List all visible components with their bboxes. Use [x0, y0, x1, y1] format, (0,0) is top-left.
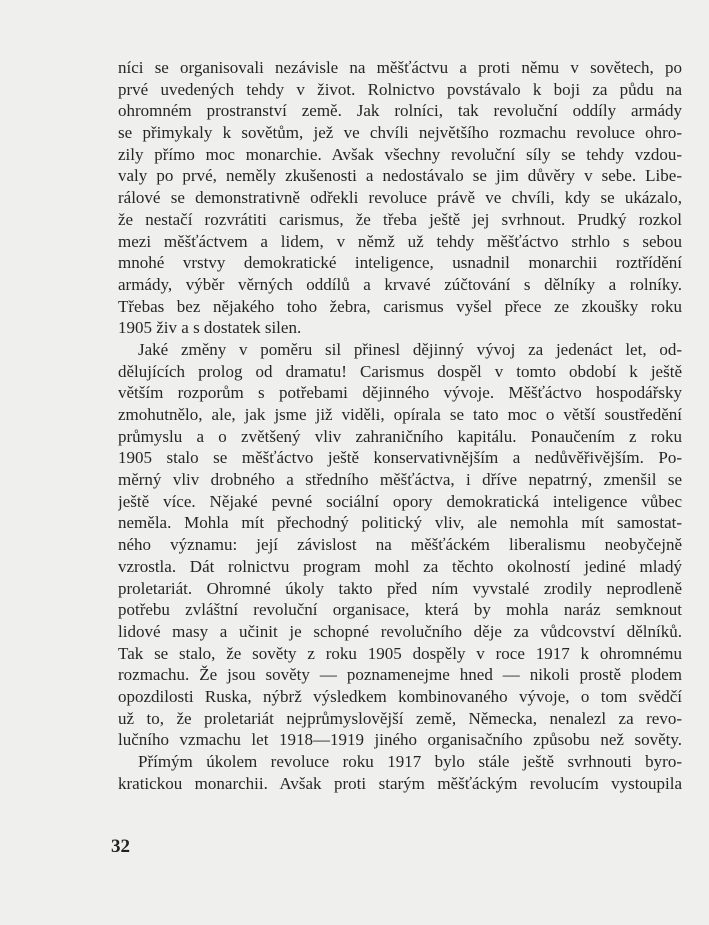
text-line: proletariát. Ohromné úkoly takto před ním vyvstalé zrodily neprodleně	[118, 578, 682, 598]
text-line: mnohé vrstvy demokratické inteligence, usnadnil monarchii roztřídění	[118, 253, 682, 273]
text-line: průmyslu a o zvětšený vliv zahraničního kapitálu. Ponaučením z roku	[118, 426, 682, 446]
text-line: prvé uvedených tehdy v život. Rolnictvo povstávalo k boji za půdu na	[118, 79, 682, 99]
text-line: se přimykaly k sovětům, jež ve chvíli největšího rozmachu revoluce ohro-	[118, 123, 682, 143]
body-text	[118, 57, 682, 794]
text-line: ještě více. Nějaké pevné sociální opory demokratická inteligence vůbec	[118, 491, 682, 511]
text-line: níci se organisovali nezávisle na měšťáctvu a proti němu v sovětech, po	[118, 58, 682, 77]
text-line: rálové se demonstrativně odřekli revoluce právě ve chvíli, kdy se ukázalo,	[118, 188, 682, 208]
text-line: že nestačí rozvrátiti carismus, že třeba ještě jej svrhnout. Prudký rozkol	[118, 209, 682, 229]
text-line: Jaké změny v poměru sil přinesl dějinný vývoj za jedenáct let, od-	[138, 339, 682, 359]
text-line: 1905 živ a s dostatek silen.	[118, 318, 302, 338]
text-line: 1905 stalo se měšťáctvo ještě konservativnějším a nedůvěřivějším. Po-	[118, 448, 682, 468]
text-line: zmohutnělo, ale, jak jsme již viděli, opírala se tato moc o větší soustředění	[118, 405, 682, 424]
text-line: ohromném prostranství země. Jak rolníci, tak revoluční oddíly armády	[118, 101, 682, 121]
text-line: valy po prvé, neměly zkušenosti a nedostávalo se jim důvěry v sebe. Libe-	[118, 166, 682, 186]
text-line: opozdilosti Ruska, nýbrž výsledkem kombinovaného vývoje, o tom svědčí	[118, 686, 682, 706]
text-line: ného významu: její závislost na měšťáckém liberalismu neobyčejně	[118, 535, 682, 555]
text-line: větším rozporům s potřebami dějinného vývoje. Měšťáctvo hospodářsky	[118, 383, 682, 403]
text-line: měrný vliv drobného a středního měšťáctva, i dříve nepatrný, zmenšil se	[118, 470, 682, 490]
text-line: Tak se stalo, že sověty z roku 1905 dospěly v roce 1917 k ohromnému	[118, 643, 682, 663]
text-line: neměla. Mohla mít přechodný politický vliv, ale nemohla mít samostat-	[118, 513, 682, 533]
text-line: rozmachu. Že jsou sověty — poznamenejme hned — nikoli prostě plodem	[118, 665, 682, 685]
text-line: už to, že proletariát nejprůmyslovější země, Německa, nenalezl za revo-	[118, 708, 682, 728]
page-number: 32	[111, 836, 130, 857]
text-line: lidové masy a učinit je schopné revolučního děje za vůdcovství dělníků.	[118, 621, 682, 641]
text-line: potřebu zvláštní revoluční organisace, která by mohla naráz semknout	[118, 600, 682, 620]
text-line: Přímým úkolem revoluce roku 1917 bylo stále ještě svrhnouti byro-	[138, 752, 682, 771]
text-line: vzrostla. Dát rolnictvu program mohl za těchto okolností jediné mladý	[118, 556, 682, 576]
text-line: zily přímo moc monarchie. Avšak všechny revoluční síly se tehdy vzdou-	[118, 144, 682, 164]
text-line: armády, výběr věrných oddílů a krvavé zúčtování s dělníky a rolníky.	[118, 274, 682, 294]
text-line: lučního vzmachu let 1918—1919 jiného organisačního způsobu než sověty.	[118, 730, 682, 750]
text-line: mezi měšťáctvem a lidem, v němž už tehdy měšťáctvo strhlo s sebou	[118, 231, 682, 251]
text-line: dělujících prolog od dramatu! Carismus dospěl v tomto období k ještě	[118, 361, 682, 381]
text-line: kratickou monarchii. Avšak proti starým měšťáckým revolucím vystoupila	[118, 773, 682, 793]
text-line: Třebas bez nějakého toho žebra, carismus vyšel přece ze zkoušky roku	[118, 296, 682, 316]
